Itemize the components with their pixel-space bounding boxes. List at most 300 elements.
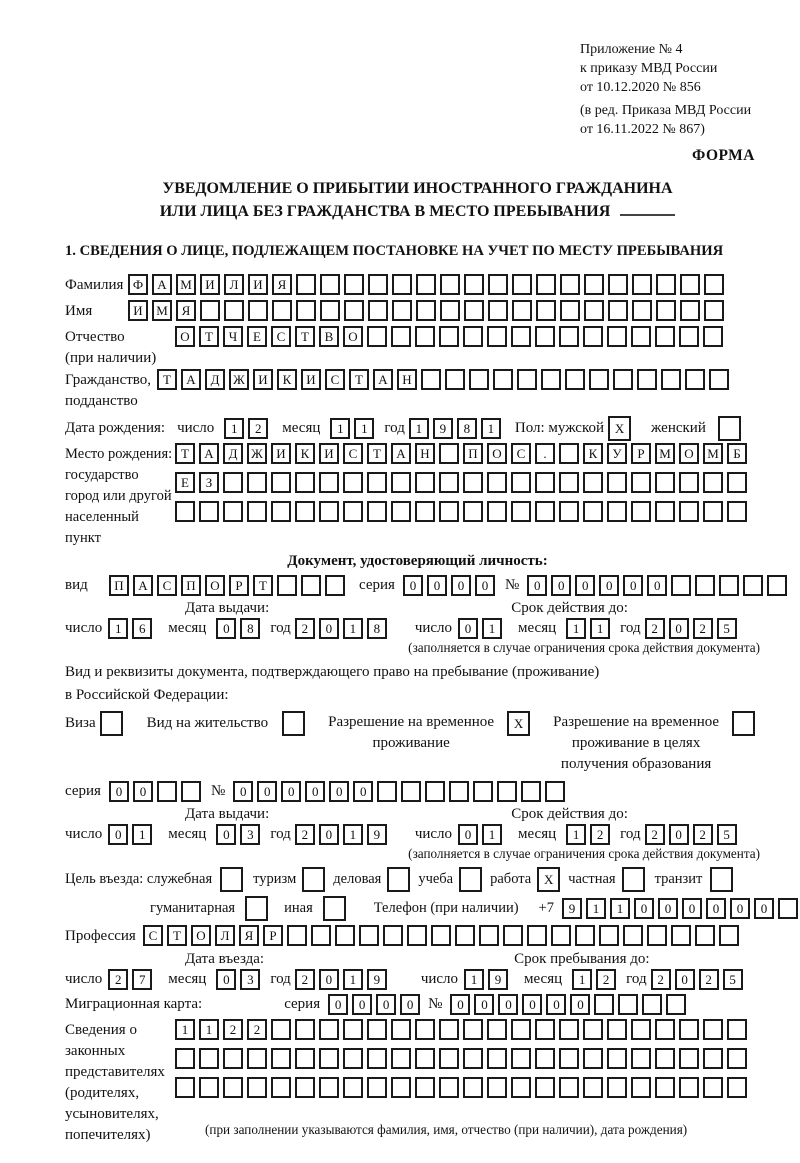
char-cell[interactable]: 0 xyxy=(570,994,590,1015)
char-cell[interactable]: 9 xyxy=(367,969,387,990)
char-cell[interactable]: 2 xyxy=(693,824,713,845)
char-cell[interactable]: 0 xyxy=(427,575,447,596)
char-cell[interactable] xyxy=(367,1077,387,1098)
char-cell[interactable] xyxy=(335,925,355,946)
char-cell[interactable]: 9 xyxy=(488,969,508,990)
char-cell[interactable] xyxy=(416,300,436,321)
char-cell[interactable] xyxy=(247,1077,267,1098)
char-cell[interactable]: О xyxy=(343,326,363,347)
char-cell[interactable]: 0 xyxy=(675,969,695,990)
char-cell[interactable] xyxy=(535,326,555,347)
char-cell[interactable] xyxy=(608,274,628,295)
char-cell[interactable]: 0 xyxy=(403,575,423,596)
char-cell[interactable]: М xyxy=(176,274,196,295)
char-cell[interactable] xyxy=(511,472,531,493)
char-cell[interactable] xyxy=(223,1048,243,1069)
char-cell[interactable] xyxy=(535,1048,555,1069)
char-cell[interactable] xyxy=(287,925,307,946)
char-cell[interactable] xyxy=(463,472,483,493)
char-cell[interactable] xyxy=(401,781,421,802)
char-cell[interactable] xyxy=(511,1077,531,1098)
char-cell[interactable]: 0 xyxy=(281,781,301,802)
char-cell[interactable]: И xyxy=(200,274,220,295)
char-cell[interactable]: 0 xyxy=(352,994,372,1015)
char-cell[interactable] xyxy=(487,472,507,493)
char-cell[interactable] xyxy=(655,472,675,493)
char-cell[interactable]: И xyxy=(128,300,148,321)
char-cell[interactable]: 1 xyxy=(108,618,128,639)
char-cell[interactable]: 0 xyxy=(634,898,654,919)
char-cell[interactable] xyxy=(583,1077,603,1098)
char-cell[interactable] xyxy=(743,575,763,596)
char-cell[interactable]: Е xyxy=(175,472,195,493)
char-cell[interactable] xyxy=(622,867,645,892)
char-cell[interactable] xyxy=(377,781,397,802)
char-cell[interactable] xyxy=(685,369,705,390)
char-cell[interactable]: Т xyxy=(253,575,273,596)
char-cell[interactable]: 0 xyxy=(216,969,236,990)
char-cell[interactable] xyxy=(559,1019,579,1040)
char-cell[interactable]: М xyxy=(703,443,723,464)
char-cell[interactable] xyxy=(277,575,297,596)
char-cell[interactable] xyxy=(319,472,339,493)
char-cell[interactable]: Т xyxy=(367,443,387,464)
char-cell[interactable]: А xyxy=(181,369,201,390)
char-cell[interactable]: 2 xyxy=(699,969,719,990)
char-cell[interactable]: О xyxy=(487,443,507,464)
char-cell[interactable]: Т xyxy=(295,326,315,347)
char-cell[interactable]: 9 xyxy=(562,898,582,919)
char-cell[interactable] xyxy=(559,1077,579,1098)
char-cell[interactable]: 0 xyxy=(754,898,774,919)
char-cell[interactable]: 8 xyxy=(367,618,387,639)
char-cell[interactable] xyxy=(295,472,315,493)
char-cell[interactable] xyxy=(449,781,469,802)
char-cell[interactable]: 0 xyxy=(669,824,689,845)
char-cell[interactable] xyxy=(631,326,651,347)
char-cell[interactable]: 1 xyxy=(175,1019,195,1040)
char-cell[interactable]: К xyxy=(583,443,603,464)
char-cell[interactable] xyxy=(223,1077,243,1098)
char-cell[interactable] xyxy=(247,1048,267,1069)
char-cell[interactable] xyxy=(497,781,517,802)
char-cell[interactable] xyxy=(479,925,499,946)
char-cell[interactable] xyxy=(439,1019,459,1040)
char-cell[interactable] xyxy=(368,274,388,295)
char-cell[interactable] xyxy=(415,1077,435,1098)
char-cell[interactable] xyxy=(391,326,411,347)
char-cell[interactable]: И xyxy=(319,443,339,464)
char-cell[interactable]: А xyxy=(199,443,219,464)
char-cell[interactable] xyxy=(512,274,532,295)
char-cell[interactable] xyxy=(344,300,364,321)
char-cell[interactable]: О xyxy=(175,326,195,347)
char-cell[interactable] xyxy=(521,781,541,802)
char-cell[interactable]: 2 xyxy=(247,1019,267,1040)
char-cell[interactable]: 0 xyxy=(730,898,750,919)
char-cell[interactable]: 0 xyxy=(527,575,547,596)
char-cell[interactable] xyxy=(608,300,628,321)
char-cell[interactable] xyxy=(391,1077,411,1098)
char-cell[interactable] xyxy=(463,326,483,347)
char-cell[interactable]: У xyxy=(607,443,627,464)
char-cell[interactable] xyxy=(367,472,387,493)
char-cell[interactable] xyxy=(487,1048,507,1069)
char-cell[interactable]: 1 xyxy=(343,969,363,990)
char-cell[interactable] xyxy=(703,1048,723,1069)
char-cell[interactable] xyxy=(439,501,459,522)
char-cell[interactable] xyxy=(535,501,555,522)
char-cell[interactable]: 2 xyxy=(248,418,268,439)
char-cell[interactable] xyxy=(607,1019,627,1040)
char-cell[interactable]: 0 xyxy=(305,781,325,802)
char-cell[interactable] xyxy=(631,472,651,493)
char-cell[interactable]: 1 xyxy=(610,898,630,919)
char-cell[interactable] xyxy=(359,925,379,946)
char-cell[interactable] xyxy=(511,1048,531,1069)
char-cell[interactable]: И xyxy=(248,274,268,295)
char-cell[interactable]: А xyxy=(391,443,411,464)
char-cell[interactable] xyxy=(607,326,627,347)
char-cell[interactable] xyxy=(511,1019,531,1040)
char-cell[interactable]: Т xyxy=(157,369,177,390)
char-cell[interactable] xyxy=(631,501,651,522)
char-cell[interactable]: И xyxy=(271,443,291,464)
char-cell[interactable] xyxy=(199,1048,219,1069)
char-cell[interactable] xyxy=(223,472,243,493)
char-cell[interactable] xyxy=(704,274,724,295)
char-cell[interactable] xyxy=(416,274,436,295)
char-cell[interactable]: 8 xyxy=(240,618,260,639)
char-cell[interactable] xyxy=(631,1077,651,1098)
char-cell[interactable]: 2 xyxy=(645,824,665,845)
char-cell[interactable] xyxy=(415,472,435,493)
char-cell[interactable] xyxy=(319,1048,339,1069)
char-cell[interactable]: 0 xyxy=(319,969,339,990)
char-cell[interactable]: 1 xyxy=(354,418,374,439)
char-cell[interactable] xyxy=(439,1048,459,1069)
char-cell[interactable] xyxy=(710,867,733,892)
char-cell[interactable] xyxy=(367,326,387,347)
char-cell[interactable] xyxy=(431,925,451,946)
char-cell[interactable] xyxy=(320,274,340,295)
char-cell[interactable]: 0 xyxy=(522,994,542,1015)
char-cell[interactable] xyxy=(727,1048,747,1069)
char-cell[interactable]: 0 xyxy=(109,781,129,802)
char-cell[interactable]: 0 xyxy=(599,575,619,596)
char-cell[interactable] xyxy=(493,369,513,390)
char-cell[interactable] xyxy=(527,925,547,946)
char-cell[interactable]: 1 xyxy=(586,898,606,919)
char-cell[interactable] xyxy=(719,575,739,596)
char-cell[interactable] xyxy=(439,472,459,493)
char-cell[interactable]: 0 xyxy=(216,824,236,845)
char-cell[interactable] xyxy=(245,896,268,921)
char-cell[interactable] xyxy=(343,501,363,522)
char-cell[interactable]: 0 xyxy=(400,994,420,1015)
char-cell[interactable] xyxy=(632,274,652,295)
char-cell[interactable] xyxy=(679,501,699,522)
char-cell[interactable] xyxy=(584,274,604,295)
char-cell[interactable] xyxy=(703,501,723,522)
char-cell[interactable] xyxy=(607,501,627,522)
char-cell[interactable] xyxy=(551,925,571,946)
char-cell[interactable]: П xyxy=(181,575,201,596)
char-cell[interactable]: 2 xyxy=(693,618,713,639)
char-cell[interactable]: 0 xyxy=(498,994,518,1015)
char-cell[interactable] xyxy=(463,1077,483,1098)
char-cell[interactable]: 1 xyxy=(590,618,610,639)
char-cell[interactable] xyxy=(200,300,220,321)
char-cell[interactable] xyxy=(319,1077,339,1098)
char-cell[interactable] xyxy=(421,369,441,390)
char-cell[interactable] xyxy=(719,925,739,946)
char-cell[interactable] xyxy=(565,369,585,390)
char-cell[interactable] xyxy=(680,274,700,295)
char-cell[interactable]: 2 xyxy=(645,618,665,639)
char-cell[interactable]: М xyxy=(152,300,172,321)
char-cell[interactable] xyxy=(271,1048,291,1069)
char-cell[interactable] xyxy=(220,867,243,892)
char-cell[interactable] xyxy=(415,326,435,347)
char-cell[interactable] xyxy=(607,1077,627,1098)
char-cell[interactable]: Р xyxy=(263,925,283,946)
char-cell[interactable] xyxy=(703,1077,723,1098)
char-cell[interactable] xyxy=(583,1048,603,1069)
char-cell[interactable] xyxy=(319,1019,339,1040)
char-cell[interactable] xyxy=(704,300,724,321)
char-cell[interactable] xyxy=(391,501,411,522)
char-cell[interactable]: В xyxy=(319,326,339,347)
char-cell[interactable] xyxy=(655,501,675,522)
char-cell[interactable] xyxy=(415,1048,435,1069)
char-cell[interactable]: Я xyxy=(239,925,259,946)
char-cell[interactable] xyxy=(224,300,244,321)
char-cell[interactable] xyxy=(367,501,387,522)
char-cell[interactable]: Р xyxy=(229,575,249,596)
char-cell[interactable]: 2 xyxy=(295,969,315,990)
char-cell[interactable]: 0 xyxy=(669,618,689,639)
char-cell[interactable]: 3 xyxy=(240,824,260,845)
char-cell[interactable] xyxy=(415,501,435,522)
char-cell[interactable] xyxy=(642,994,662,1015)
char-cell[interactable]: С xyxy=(325,369,345,390)
char-cell[interactable]: 0 xyxy=(328,994,348,1015)
char-cell[interactable]: 0 xyxy=(257,781,277,802)
char-cell[interactable] xyxy=(666,994,686,1015)
char-cell[interactable] xyxy=(487,1077,507,1098)
char-cell[interactable]: С xyxy=(143,925,163,946)
char-cell[interactable]: С xyxy=(157,575,177,596)
char-cell[interactable]: 2 xyxy=(223,1019,243,1040)
char-cell[interactable]: К xyxy=(295,443,315,464)
char-cell[interactable] xyxy=(511,501,531,522)
char-cell[interactable] xyxy=(655,1048,675,1069)
char-cell[interactable] xyxy=(679,1048,699,1069)
char-cell[interactable]: 9 xyxy=(433,418,453,439)
char-cell[interactable] xyxy=(545,781,565,802)
char-cell[interactable] xyxy=(618,994,638,1015)
char-cell[interactable] xyxy=(325,575,345,596)
char-cell[interactable] xyxy=(463,1019,483,1040)
char-cell[interactable] xyxy=(487,326,507,347)
char-cell[interactable]: С xyxy=(271,326,291,347)
char-cell[interactable]: 2 xyxy=(295,824,315,845)
char-cell[interactable]: 0 xyxy=(329,781,349,802)
char-cell[interactable] xyxy=(175,1077,195,1098)
char-cell[interactable] xyxy=(295,501,315,522)
char-cell[interactable] xyxy=(367,1048,387,1069)
char-cell[interactable] xyxy=(671,925,691,946)
char-cell[interactable]: 0 xyxy=(682,898,702,919)
char-cell[interactable]: 2 xyxy=(590,824,610,845)
char-cell[interactable] xyxy=(727,501,747,522)
char-cell[interactable]: 0 xyxy=(216,618,236,639)
char-cell[interactable] xyxy=(732,711,755,736)
char-cell[interactable]: 0 xyxy=(319,618,339,639)
char-cell[interactable] xyxy=(247,472,267,493)
char-cell[interactable] xyxy=(440,274,460,295)
char-cell[interactable] xyxy=(647,925,667,946)
char-cell[interactable]: Я xyxy=(176,300,196,321)
char-cell[interactable] xyxy=(459,867,482,892)
char-cell[interactable]: 0 xyxy=(546,994,566,1015)
char-cell[interactable] xyxy=(599,925,619,946)
char-cell[interactable] xyxy=(392,274,412,295)
char-cell[interactable]: О xyxy=(679,443,699,464)
char-cell[interactable] xyxy=(488,274,508,295)
char-cell[interactable] xyxy=(295,1077,315,1098)
char-cell[interactable] xyxy=(271,501,291,522)
char-cell[interactable] xyxy=(320,300,340,321)
char-cell[interactable]: Т xyxy=(199,326,219,347)
char-cell[interactable]: 0 xyxy=(233,781,253,802)
char-cell[interactable] xyxy=(175,1048,195,1069)
char-cell[interactable] xyxy=(727,1077,747,1098)
char-cell[interactable] xyxy=(296,274,316,295)
char-cell[interactable] xyxy=(613,369,633,390)
char-cell[interactable]: С xyxy=(343,443,363,464)
char-cell[interactable]: 0 xyxy=(458,618,478,639)
char-cell[interactable] xyxy=(637,369,657,390)
char-cell[interactable]: 7 xyxy=(132,969,152,990)
char-cell[interactable] xyxy=(199,1077,219,1098)
char-cell[interactable] xyxy=(655,326,675,347)
char-cell[interactable]: 1 xyxy=(572,969,592,990)
char-cell[interactable] xyxy=(727,1019,747,1040)
char-cell[interactable] xyxy=(425,781,445,802)
char-cell[interactable] xyxy=(387,867,410,892)
char-cell[interactable]: Е xyxy=(247,326,267,347)
char-cell[interactable]: 0 xyxy=(474,994,494,1015)
char-cell[interactable] xyxy=(703,1019,723,1040)
char-cell[interactable] xyxy=(594,994,614,1015)
char-cell[interactable]: Я xyxy=(272,274,292,295)
char-cell[interactable] xyxy=(680,300,700,321)
char-cell[interactable]: 1 xyxy=(199,1019,219,1040)
char-cell[interactable] xyxy=(445,369,465,390)
char-cell[interactable] xyxy=(583,1019,603,1040)
char-cell[interactable]: П xyxy=(463,443,483,464)
char-cell[interactable] xyxy=(679,1019,699,1040)
char-cell[interactable] xyxy=(559,472,579,493)
char-cell[interactable] xyxy=(296,300,316,321)
char-cell[interactable] xyxy=(607,472,627,493)
char-cell[interactable]: Н xyxy=(415,443,435,464)
char-cell[interactable] xyxy=(175,501,195,522)
char-cell[interactable] xyxy=(439,443,459,464)
char-cell[interactable]: 0 xyxy=(623,575,643,596)
char-cell[interactable]: 0 xyxy=(108,824,128,845)
char-cell[interactable]: 1 xyxy=(481,418,501,439)
char-cell[interactable] xyxy=(727,472,747,493)
char-cell[interactable] xyxy=(272,300,292,321)
char-cell[interactable] xyxy=(536,300,556,321)
char-cell[interactable] xyxy=(559,443,579,464)
char-cell[interactable]: 0 xyxy=(451,575,471,596)
char-cell[interactable]: 1 xyxy=(343,618,363,639)
char-cell[interactable]: 1 xyxy=(566,824,586,845)
char-cell[interactable]: 2 xyxy=(108,969,128,990)
char-cell[interactable] xyxy=(463,501,483,522)
char-cell[interactable]: 1 xyxy=(482,824,502,845)
char-cell[interactable]: Т xyxy=(175,443,195,464)
char-cell[interactable] xyxy=(703,472,723,493)
char-cell[interactable] xyxy=(559,326,579,347)
char-cell[interactable] xyxy=(623,925,643,946)
char-cell[interactable]: 1 xyxy=(343,824,363,845)
char-cell[interactable] xyxy=(391,472,411,493)
char-cell[interactable] xyxy=(679,1077,699,1098)
char-cell[interactable] xyxy=(439,1077,459,1098)
char-cell[interactable] xyxy=(469,369,489,390)
char-cell[interactable]: 0 xyxy=(647,575,667,596)
char-cell[interactable] xyxy=(695,575,715,596)
char-cell[interactable] xyxy=(199,501,219,522)
char-cell[interactable]: 1 xyxy=(409,418,429,439)
char-cell[interactable] xyxy=(536,274,556,295)
char-cell[interactable]: 2 xyxy=(596,969,616,990)
char-cell[interactable] xyxy=(560,300,580,321)
char-cell[interactable]: 2 xyxy=(295,618,315,639)
char-cell[interactable]: Ж xyxy=(247,443,267,464)
char-cell[interactable]: 8 xyxy=(457,418,477,439)
char-cell[interactable]: Р xyxy=(631,443,651,464)
char-cell[interactable]: 1 xyxy=(132,824,152,845)
char-cell[interactable] xyxy=(661,369,681,390)
char-cell[interactable]: 0 xyxy=(458,824,478,845)
char-cell[interactable] xyxy=(343,1019,363,1040)
char-cell[interactable] xyxy=(767,575,787,596)
char-cell[interactable] xyxy=(488,300,508,321)
char-cell[interactable] xyxy=(703,326,723,347)
char-cell[interactable] xyxy=(391,1048,411,1069)
char-cell[interactable]: А xyxy=(133,575,153,596)
char-cell[interactable]: X xyxy=(608,416,631,441)
char-cell[interactable] xyxy=(655,1019,675,1040)
char-cell[interactable] xyxy=(632,300,652,321)
char-cell[interactable]: 0 xyxy=(475,575,495,596)
char-cell[interactable]: 3 xyxy=(240,969,260,990)
char-cell[interactable]: Л xyxy=(224,274,244,295)
char-cell[interactable] xyxy=(100,711,123,736)
char-cell[interactable] xyxy=(517,369,537,390)
char-cell[interactable]: А xyxy=(152,274,172,295)
char-cell[interactable] xyxy=(295,1019,315,1040)
char-cell[interactable]: 5 xyxy=(723,969,743,990)
char-cell[interactable]: . xyxy=(535,443,555,464)
char-cell[interactable] xyxy=(463,1048,483,1069)
